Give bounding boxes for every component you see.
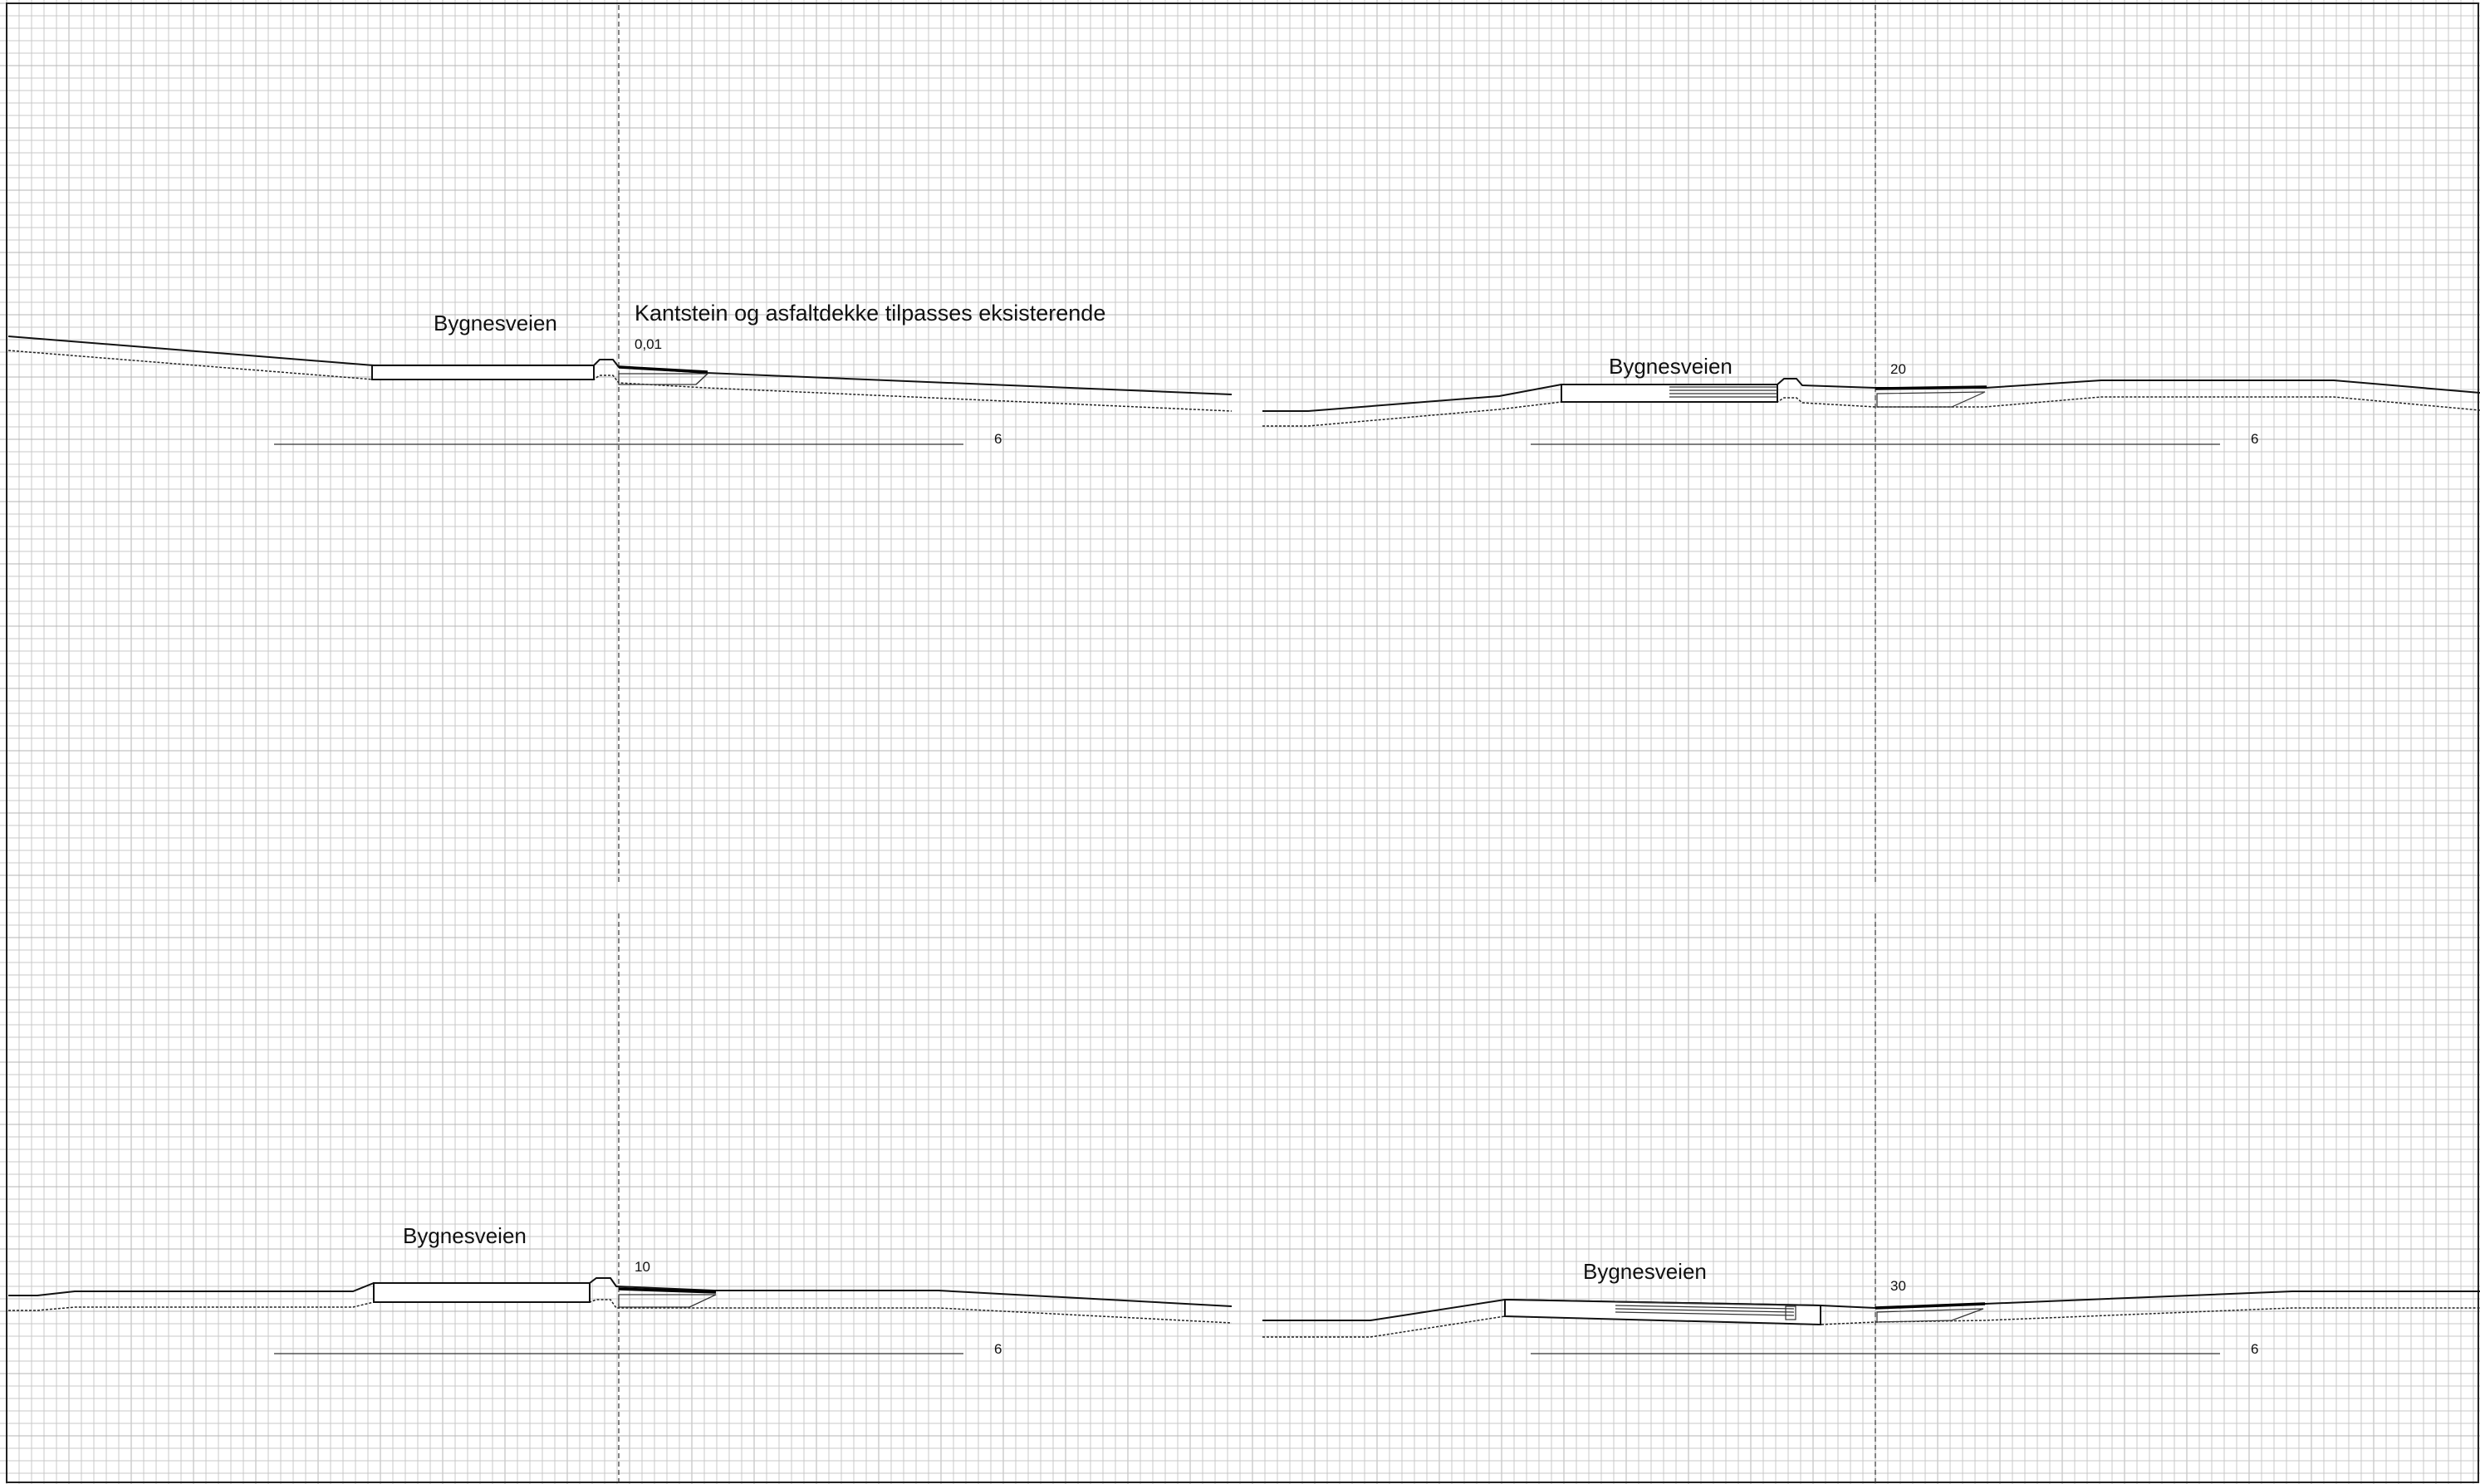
curb-detail-diagonal (696, 374, 708, 384)
curb-line (1875, 1304, 1985, 1308)
station-label: 10 (635, 1259, 650, 1275)
road-name-label: Bygnesveien (1583, 1259, 1707, 1284)
scale-value-label: 6 (2251, 431, 2259, 447)
scale-value-label: 6 (994, 431, 1002, 447)
station-label: 20 (1890, 361, 1906, 377)
terrain-line (1262, 1291, 2480, 1320)
road-surface (372, 365, 594, 380)
curb-line (1875, 387, 1987, 389)
station-label: 30 (1890, 1278, 1906, 1294)
road-name-label: Bygnesveien (434, 311, 557, 335)
subgrade-line (1262, 1308, 2480, 1337)
drawing-frame (7, 3, 2478, 1482)
subgrade-line (1262, 397, 2480, 426)
cross-section-10 (8, 1223, 1232, 1357)
note-label: Kantstein og asfaltdekke tilpasses eksisterende (635, 301, 1106, 326)
terrain-line (1262, 379, 2480, 411)
road-surface (374, 1283, 590, 1302)
curb-detail (619, 374, 708, 384)
curb-detail-diagonal (689, 1295, 716, 1307)
cross-section-20 (1262, 354, 2480, 447)
curb-line (619, 367, 708, 372)
road-name-label: Bygnesveien (1609, 354, 1733, 379)
scale-value-label: 6 (994, 1341, 1002, 1357)
curb-detail (1877, 392, 1985, 407)
cross-section-0 (8, 301, 1232, 447)
road-name-label: Bygnesveien (403, 1223, 527, 1248)
terrain-line (8, 1278, 1232, 1306)
station-label: 0,01 (635, 336, 663, 352)
scale-value-label: 6 (2251, 1341, 2259, 1357)
